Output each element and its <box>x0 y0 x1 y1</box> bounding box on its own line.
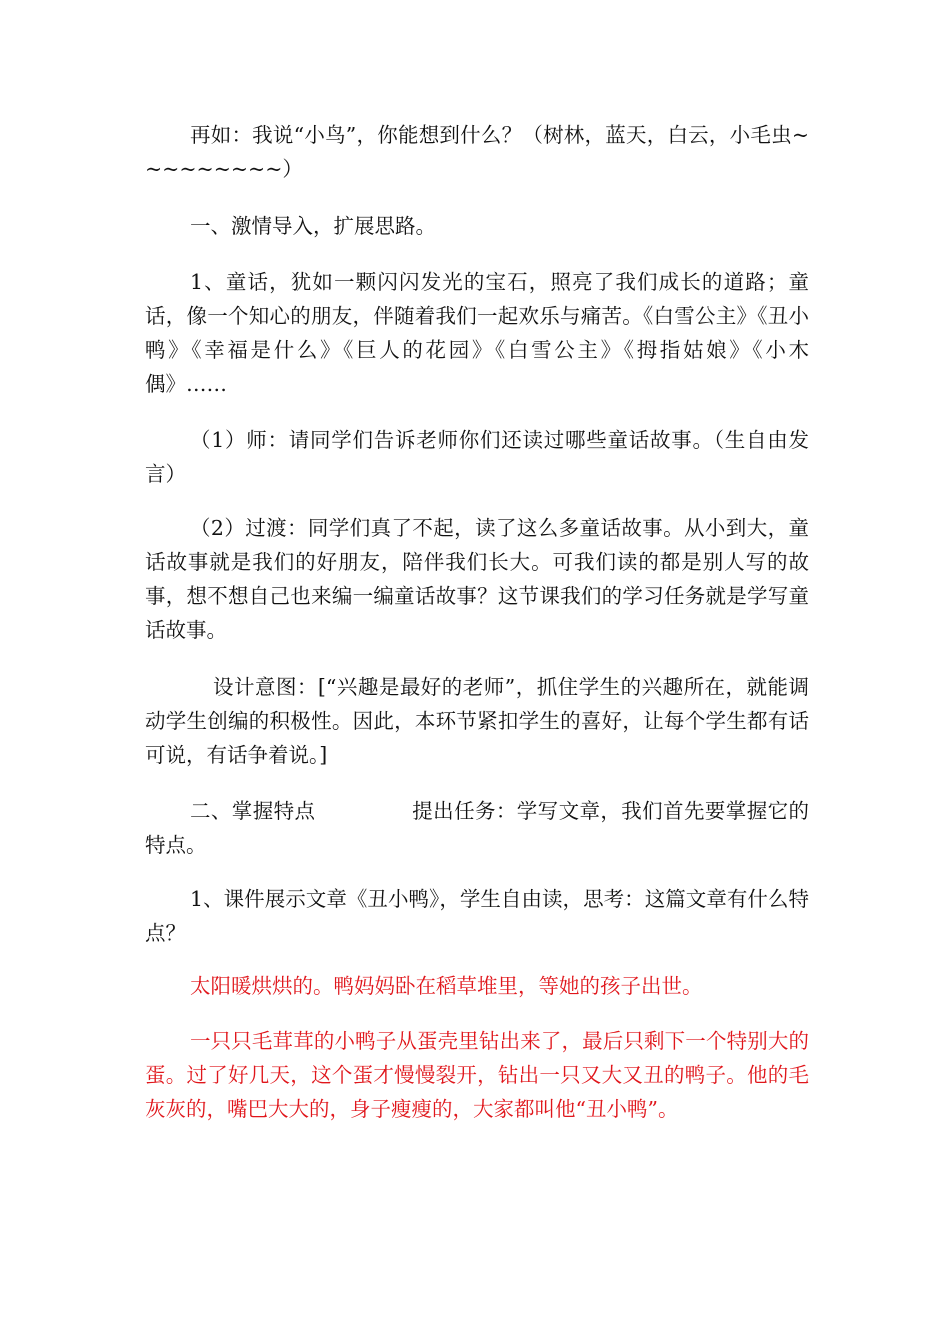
paragraph-association-example: 再如：我说“小鸟”，你能想到什么？（树林，蓝天，白云，小毛虫~~~~~~~~~） <box>145 123 809 181</box>
quoted-text-ugly-duckling-1: 太阳暖烘烘的。鸭妈妈卧在稻草堆里，等她的孩子出世。 <box>190 974 703 998</box>
paragraph-design-intent: 设计意图：[“兴趣是最好的老师”，抓住学生的兴趣所在，就能调动学生创编的积极性。因此，本环节紧扣学生的喜好，让每个学生都有话可说，有话争着说。] <box>145 675 809 767</box>
paragraph-courseware-task: 1、课件展示文章《丑小鸭》，学生自由读，思考：这篇文章有什么特点？ <box>145 887 809 945</box>
quoted-text-ugly-duckling-2: 一只只毛茸茸的小鸭子从蛋壳里钻出来了，最后只剩下一个特别大的蛋。过了好几天，这个蛋才慢慢裂开，钻出一只又大又丑的鸭子。他的毛灰灰的，嘴巴大大的，身子瘦瘦的，大家都叫他“丑小鸭”。 <box>145 1029 809 1121</box>
paragraph-teacher-question: （1）师：请同学们告诉老师你们还读过哪些童话故事。（生自由发言） <box>145 428 809 486</box>
section-heading-characteristics: 二、掌握特点 提出任务：学写文章，我们首先要掌握它的特点。 <box>145 799 809 857</box>
section-heading-introduction: 一、激情导入，扩展思路。 <box>190 214 436 238</box>
paragraph-fairy-tale-intro: 1、童话，犹如一颗闪闪发光的宝石，照亮了我们成长的道路；童话，像一个知心的朋友，伴随着我们一起欢乐与痛苦。《白雪公主》《丑小鸭》《幸福是什么》《巨人的花园》《白雪公主》《拇指姑娘》《小木偶》…… <box>145 270 809 396</box>
paragraph-transition: （2）过渡：同学们真了不起，读了这么多童话故事。从小到大，童话故事就是我们的好朋友，陪伴我们长大。可我们读的都是别人写的故事，想不想自己也来编一编童话故事？这节课我们的学习任务就是学写童话故事。 <box>145 516 809 642</box>
